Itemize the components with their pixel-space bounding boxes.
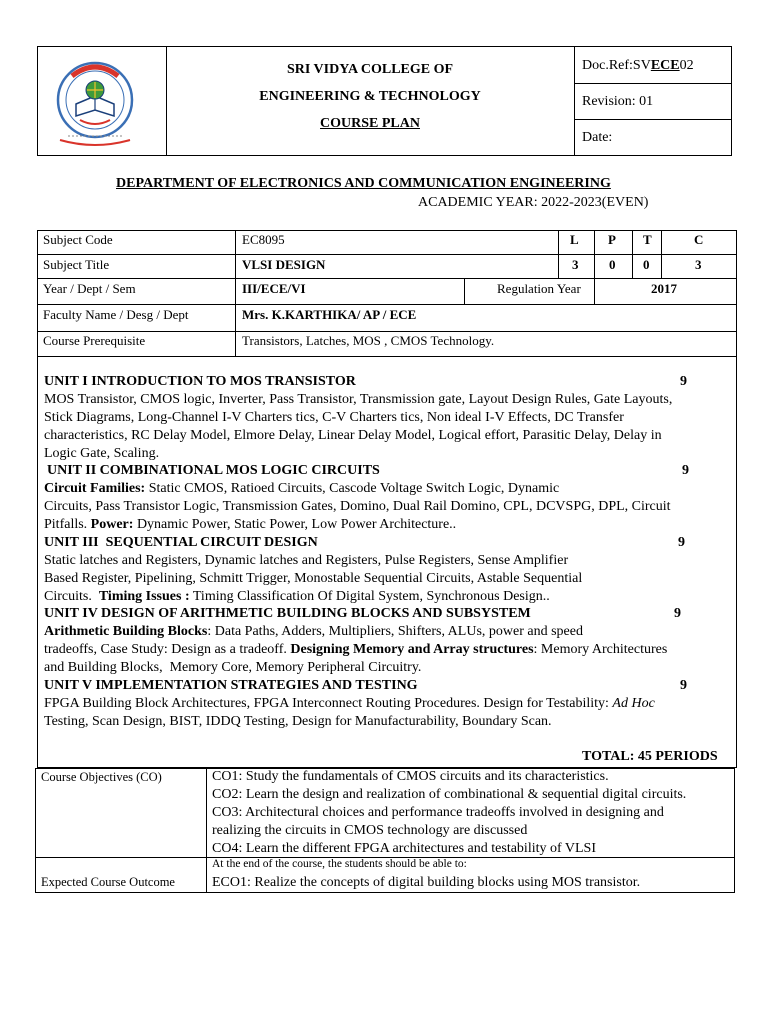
unit3-body: Static latches and Registers, Dynamic latches and Registers, Pulse Registers, Sense Amplifier Based Register, Pipelining, Schmitt Trigger, Monostable Sequential Circuits, Astable Sequential Circuits. Timing Issues : Timing Classification Of Digital System, Synchronous Design.. [44,553,583,604]
total-periods: TOTAL: 45 PERIODS [582,749,718,764]
unit4-title: UNIT IV DESIGN OF ARITHMETIC BUILDING BLOCKS AND SUBSYSTEM [44,606,531,621]
outcome-label: Expected Course Outcome [41,875,175,889]
objectives-label: Course Objectives (CO) [41,770,162,784]
subject-title: VLSI DESIGN [242,257,326,272]
co3: CO3: Architectural choices and performance tradeoffs involved in designing and [212,805,664,820]
unit5-hours: 9 [680,678,687,693]
unit2-body: Circuit Families: Static CMOS, Ratioed Circuits, Cascode Voltage Switch Logic, Dynamic Circuits, Pass Transistor Logic, Transmission Gates, Domino, Dual Rail Domino, CPL, DCVSPG, DPL, Circuit Pitfalls. Power: Dynamic Power, Static Power, Low Power Architecture.. [44,481,671,532]
prereq-label: Course Prerequisite [43,333,146,348]
subject-title-label: Subject Title [43,257,110,272]
faculty-name: Mrs. K.KARTHIKA/ AP / ECE [242,307,417,322]
co4: CO4: Learn the different FPGA architectures and testability of VLSI [212,841,597,856]
year-dept-sem-label: Year / Dept / Sem [43,281,136,296]
l-value: 3 [572,257,579,272]
unit5-title: UNIT V IMPLEMENTATION STRATEGIES AND TESTING [44,678,418,693]
unit1-body: MOS Transistor, CMOS logic, Inverter, Pass Transistor, Transmission gate, Layout Design Rules, Gate Layouts, Stick Diagrams, Long-Channel I-V Charters tics, C-V Charters tics, Non ideal I-V Effects, DC Transfer characteristics, RC Delay Model, Elmore Delay, Linear Delay Model, Logical effort, Parasitic Delay, Delay in Logic Gate, Scaling. [44,392,673,461]
college-name-line2: ENGINEERING & TECHNOLOGY [259,89,481,104]
eco1: ECO1: Realize the concepts of digital building blocks using MOS transistor. [212,875,641,890]
unit1-hours: 9 [680,374,687,389]
p-value: 0 [609,257,616,272]
regulation-year: 2017 [651,281,677,296]
t-header: T [643,232,652,247]
co1: CO1: Study the fundamentals of CMOS circuits and its characteristics. [212,769,609,784]
revision: Revision: 01 [582,94,654,109]
unit3-title: UNIT III SEQUENTIAL CIRCUIT DESIGN [44,535,318,550]
regulation-label: Regulation Year [497,281,581,296]
c-value: 3 [695,257,702,272]
course-plan-title: COURSE PLAN [320,116,420,131]
unit4-body: Arithmetic Building Blocks: Data Paths, Adders, Multipliers, Shifters, ALUs, power and speed tradeoffs, Case Study: Design as a tradeoff. Designing Memory and Array structures: Memory Architectures and Building Blocks, Memory Core, Memory Peripheral Circuitry. [44,624,668,675]
academic-year: ACADEMIC YEAR: 2022-2023(EVEN) [418,195,649,210]
unit3-hours: 9 [678,535,685,550]
prereq-value: Transistors, Latches, MOS , CMOS Technology. [242,333,495,348]
subject-code-label: Subject Code [43,232,113,247]
unit4-hours: 9 [674,606,681,621]
l-header: L [570,232,579,247]
co3-cont: realizing the circuits in CMOS technology are discussed [212,823,528,838]
doc-ref: Doc.Ref:SVECE02 [582,58,694,73]
college-logo [46,56,144,150]
c-header: C [694,232,704,247]
outcome-intro: At the end of the course, the students should be able to: [212,858,467,870]
t-value: 0 [643,257,650,272]
unit1-title: UNIT I INTRODUCTION TO MOS TRANSISTOR [44,374,356,389]
faculty-label: Faculty Name / Desg / Dept [43,307,189,322]
unit2-title: UNIT II COMBINATIONAL MOS LOGIC CIRCUITS [47,463,380,478]
co2: CO2: Learn the design and realization of combinational & sequential digital circuits. [212,787,687,802]
subject-code: EC8095 [242,232,285,247]
course-plan-title-wrap [166,116,574,132]
p-header: P [608,232,616,247]
department-title: DEPARTMENT OF ELECTRONICS AND COMMUNICATION ENGINEERING [116,176,611,191]
date-label: Date: [582,130,613,145]
unit2-hours: 9 [682,463,689,478]
college-name-line1: SRI VIDYA COLLEGE OF [286,62,454,77]
year-dept-sem: III/ECE/VI [242,281,306,296]
unit5-body: FPGA Building Block Architectures, FPGA Interconnect Routing Procedures. Design for Testability: Ad Hoc Testing, Scan Design, BIST, IDDQ Testing, Design for Manufacturability, Boundary Scan. [44,696,655,729]
